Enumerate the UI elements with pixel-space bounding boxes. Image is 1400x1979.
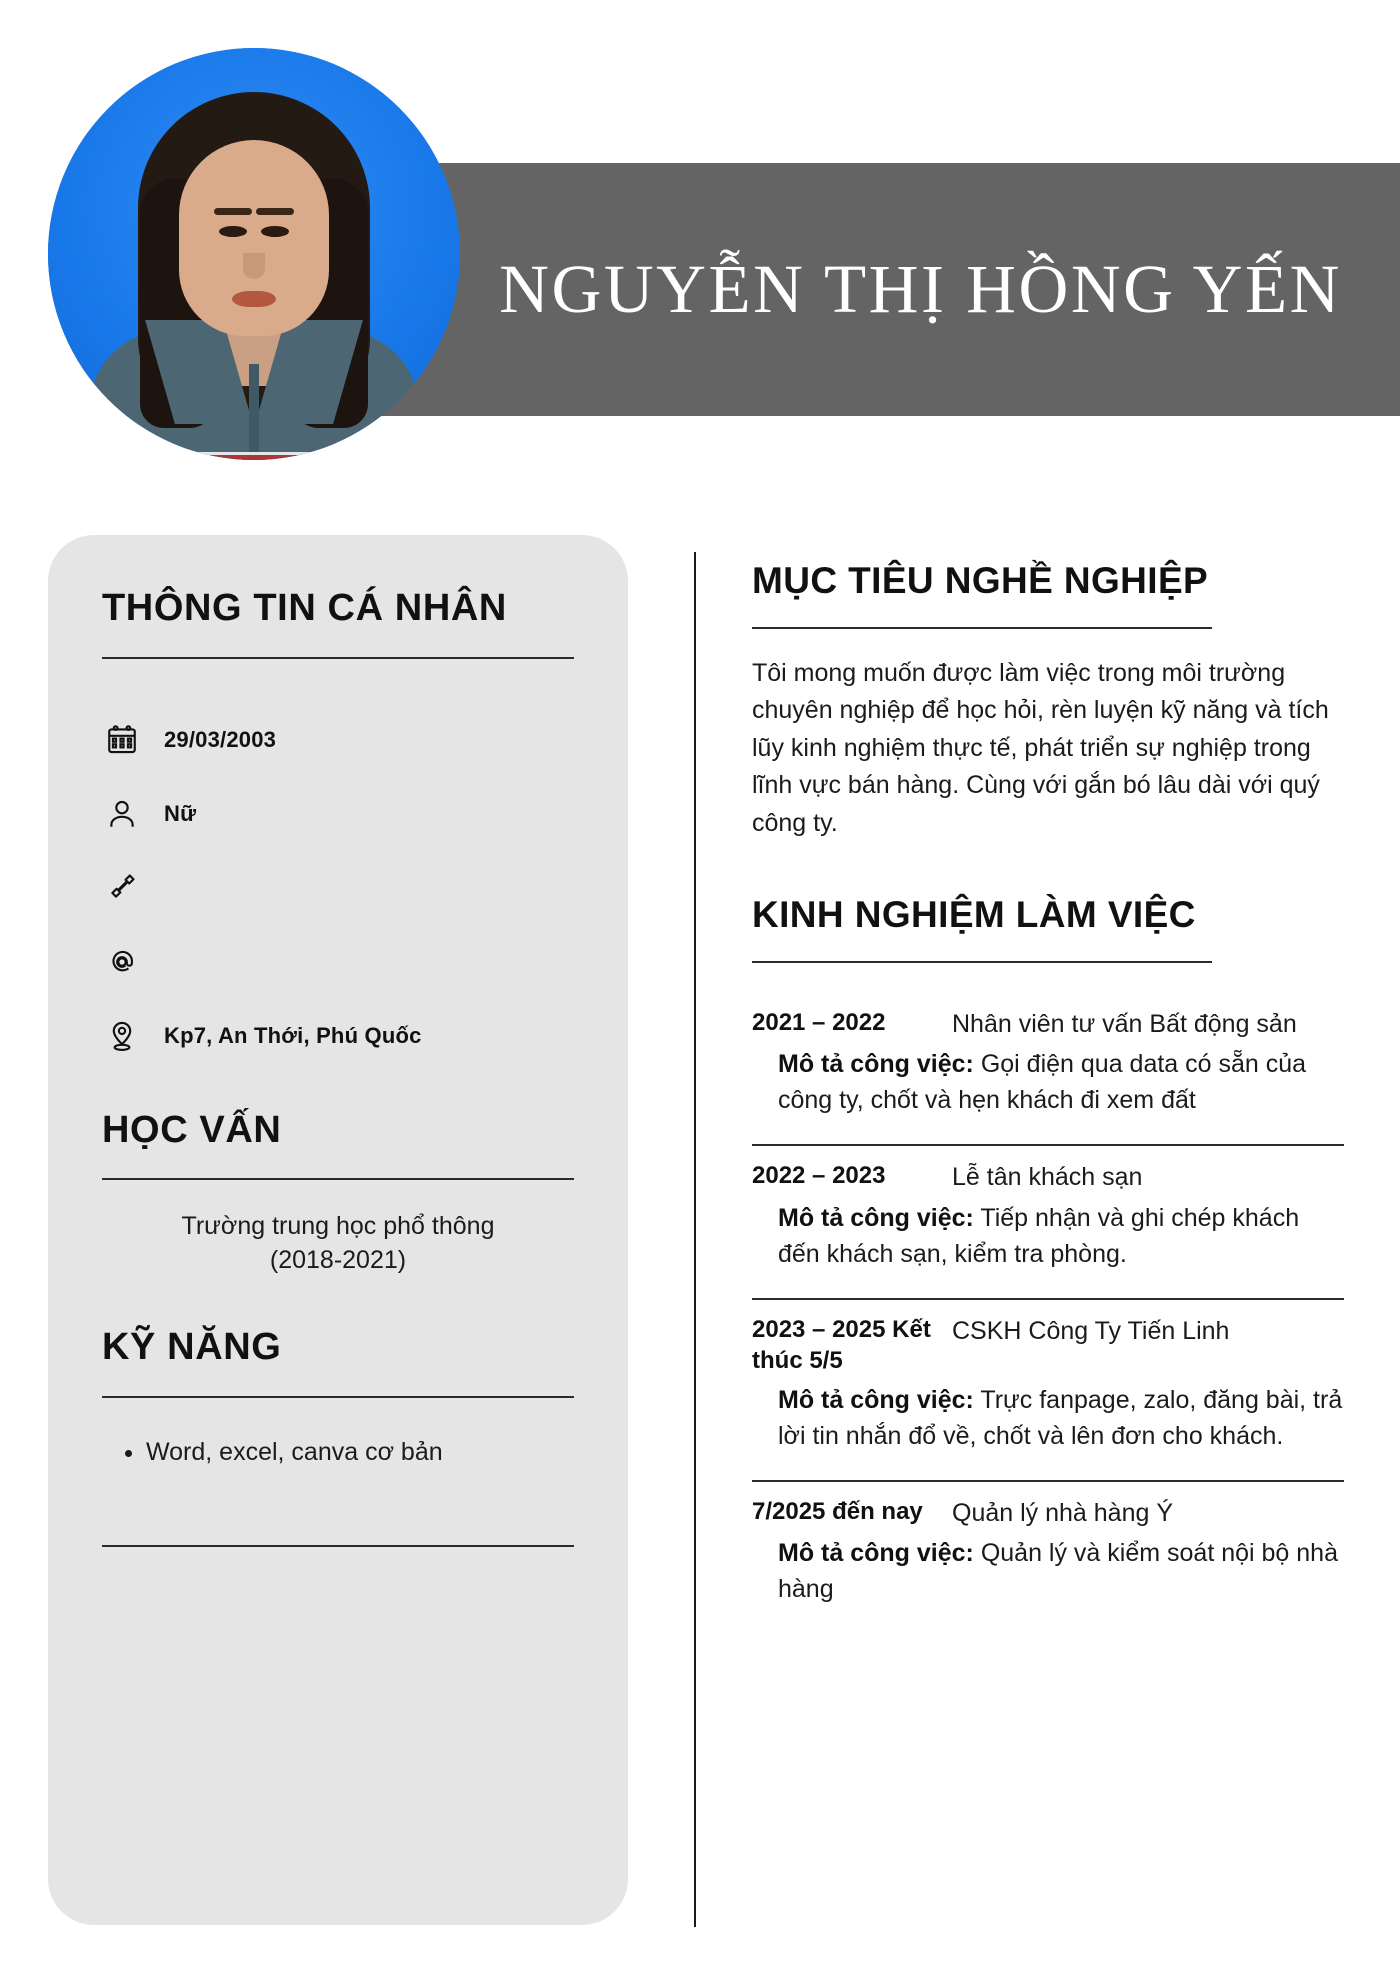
- experience-item: [752, 1144, 1344, 1298]
- column-divider: [694, 552, 696, 1927]
- experience-description: [752, 1046, 1344, 1118]
- experience-period: 7/2025 đến nay: [752, 1497, 923, 1525]
- experience-description-label: Mô tả công việc:: [778, 1385, 974, 1414]
- info-value-gender: Nữ: [164, 800, 197, 826]
- experience-list: [752, 993, 1344, 1634]
- skills-list: [102, 1434, 574, 1472]
- email-icon: [102, 942, 142, 982]
- avatar-eye-right: [261, 226, 289, 237]
- skills-bottom-divider: [102, 1545, 574, 1547]
- experience-period: 2021 – 2022: [752, 1008, 886, 1036]
- objective-heading: MỤC TIÊU NGHỀ NGHIỆP: [752, 560, 1209, 601]
- experience-heading: KINH NGHIỆM LÀM VIỆC: [752, 894, 1196, 936]
- education-entry: [102, 1210, 574, 1278]
- info-value-address: Kp7, An Thới, Phú Quốc: [164, 1022, 422, 1048]
- experience-item-header: [752, 1496, 1344, 1530]
- cv-header: [0, 0, 1400, 500]
- experience-item: [752, 1298, 1344, 1480]
- skills-heading: KỸ NĂNG: [102, 1325, 282, 1368]
- info-row-gender: [102, 777, 574, 851]
- experience-role: Lễ tân khách sạn: [952, 1163, 1143, 1192]
- avatar-brow-left: [214, 208, 252, 215]
- info-value-birthdate: 29/03/2003: [164, 726, 277, 752]
- avatar-eye-left: [219, 226, 247, 237]
- avatar-placket: [249, 364, 259, 460]
- person-icon: [102, 794, 142, 834]
- education-school: Trường trung học phổ thông: [181, 1212, 495, 1241]
- experience-period: 2023 – 2025 Kết thúc 5/5: [752, 1315, 931, 1374]
- phone-icon: [102, 868, 142, 908]
- experience-description: [752, 1382, 1344, 1454]
- experience-item-header: [752, 1314, 1344, 1376]
- experience-divider: [752, 961, 1212, 963]
- info-row-email: [102, 925, 574, 999]
- calendar-icon: [102, 720, 142, 760]
- list-item: • Word, excel, canva cơ bản: [146, 1434, 574, 1472]
- avatar: [48, 48, 460, 460]
- experience-description-label: Mô tả công việc:: [778, 1203, 974, 1232]
- education-years: (2018-2021): [269, 1246, 407, 1275]
- experience-description: [752, 1535, 1344, 1607]
- experience-item: [752, 993, 1344, 1145]
- avatar-collar-stripe: [104, 452, 404, 460]
- experience-description-text: Quản lý và kiểm soát nội bộ nhà hàng: [778, 1539, 1338, 1604]
- experience-item-header: [752, 1007, 1344, 1041]
- education-divider: [102, 1178, 574, 1180]
- avatar-brow-right: [256, 208, 294, 215]
- experience-role: Nhân viên tư vấn Bất động sản: [952, 1009, 1297, 1038]
- experience-description: [752, 1200, 1344, 1272]
- experience-description-text: Tiếp nhận và ghi chép khách đến khách sạn, kiểm tra phòng.: [778, 1203, 1300, 1268]
- experience-role: CSKH Công Ty Tiến Linh: [952, 1316, 1230, 1345]
- info-row-address: [102, 999, 574, 1073]
- page-title: NGUYỄN THỊ HỒNG YẾN: [499, 251, 1342, 327]
- info-row-birthdate: [102, 703, 574, 777]
- experience-description-text: Gọi điện qua data có sẵn của công ty, chốt và hẹn khách đi xem đất: [778, 1050, 1307, 1115]
- personal-info-divider: [102, 657, 574, 659]
- main-column: [752, 560, 1344, 1633]
- personal-info-list: [102, 703, 574, 1073]
- skills-divider: [102, 1396, 574, 1398]
- experience-heading-wrap: [752, 894, 1344, 963]
- experience-item-header: [752, 1160, 1344, 1194]
- objective-divider: [752, 627, 1212, 629]
- experience-item: [752, 1480, 1344, 1634]
- experience-description-text: Trực fanpage, zalo, đăng bài, trả lời tin nhắn đổ về, chốt và lên đơn cho khách.: [778, 1385, 1343, 1450]
- experience-role: Quản lý nhà hàng Ý: [952, 1498, 1173, 1527]
- avatar-nose: [243, 253, 265, 279]
- experience-period: 2022 – 2023: [752, 1162, 886, 1190]
- info-row-phone: [102, 851, 574, 925]
- personal-info-heading: THÔNG TIN CÁ NHÂN: [102, 587, 507, 629]
- education-heading: HỌC VẤN: [102, 1108, 282, 1151]
- avatar-lips: [232, 291, 276, 307]
- objective-text: Tôi mong muốn được làm việc trong môi trường chuyên nghiệp để học hỏi, rèn luyện kỹ năng và tích lũy kinh nghiệm thực tế, phát triển sự nghiệp trong lĩnh vực bán hàng. Cùng với gắn bó lâu dài với quý công ty.: [752, 658, 1329, 837]
- experience-description-label: Mô tả công việc:: [778, 1050, 974, 1079]
- sidebar: [48, 535, 628, 1925]
- location-pin-icon: [102, 1016, 142, 1056]
- experience-description-label: Mô tả công việc:: [778, 1539, 974, 1568]
